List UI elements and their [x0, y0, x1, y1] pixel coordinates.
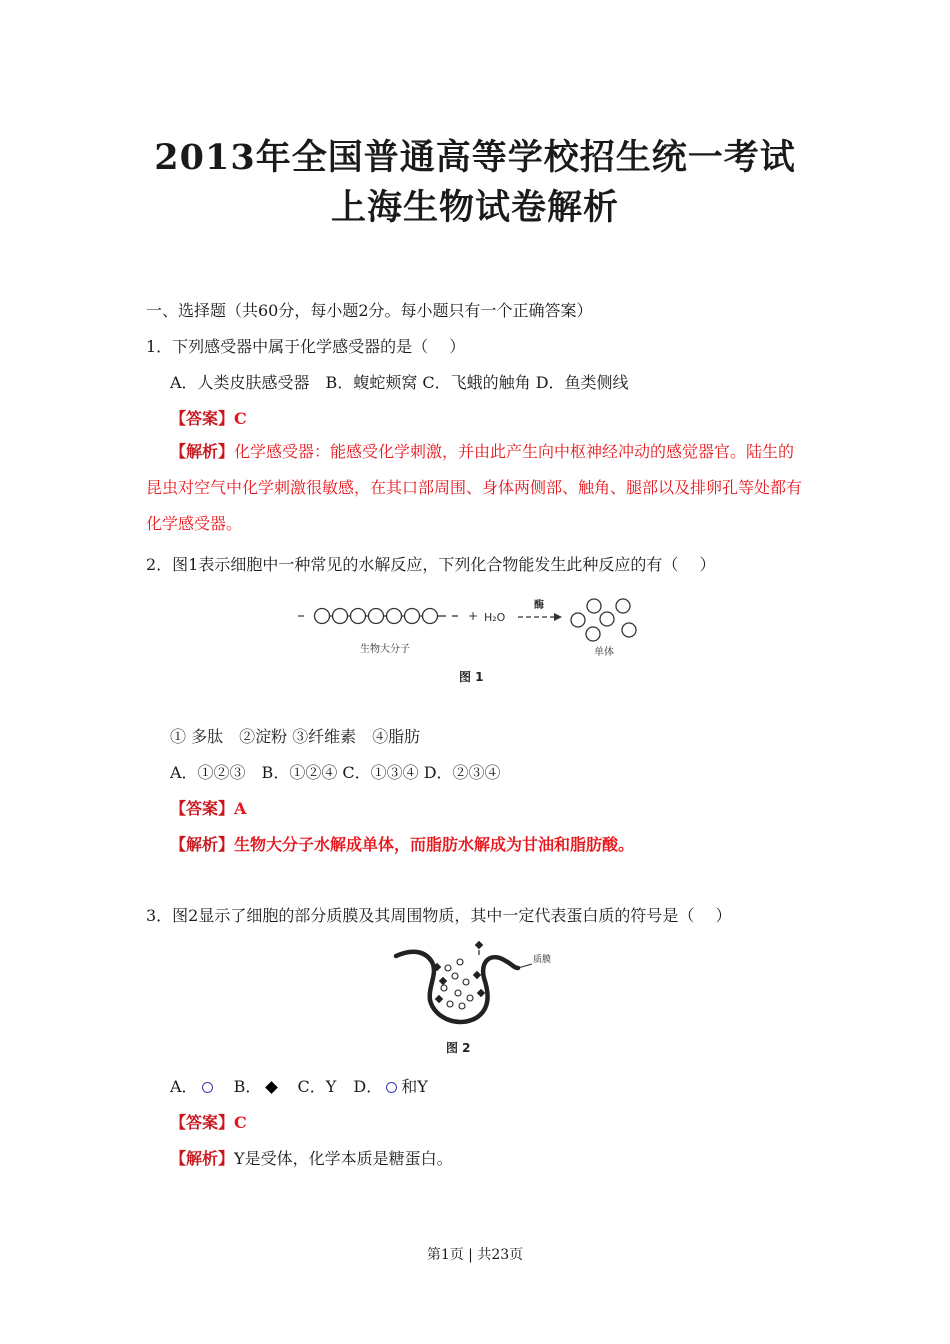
figure-2-caption: 图 2	[446, 1041, 471, 1055]
q3-options	[170, 1074, 428, 1097]
q2-analysis-text: 生物大分子水解成单体，而脂肪水解成为甘油和脂肪酸。	[234, 835, 635, 854]
black-diamond-symbol-icon	[266, 1081, 279, 1094]
diamond-symbols	[433, 941, 485, 1003]
q2-answer	[170, 796, 246, 819]
answer-tag: 【答案】	[170, 409, 235, 428]
q3-answer-value: C	[234, 1113, 247, 1132]
q3-option-a: A．	[170, 1077, 198, 1096]
q3-answer	[170, 1110, 247, 1133]
q1-answer	[170, 406, 247, 429]
q2-options: A．①②③ B．①②④ C．①③④ D．②③④	[170, 763, 501, 782]
q1-stem: 1．下列感受器中属于化学感受器的是（ ）	[146, 337, 466, 356]
analysis-tag: 【解析】	[170, 835, 235, 854]
q3-option-c: C．Y	[297, 1077, 337, 1096]
monomers	[571, 599, 636, 641]
water-label: H₂O	[484, 611, 506, 624]
answer-tag: 【答案】	[170, 799, 235, 818]
figure-2-membrane	[392, 938, 562, 1060]
q2-analysis	[170, 832, 634, 855]
q1-options: A．人类皮肤感受器 B．蝮蛇颊窝 C．飞蛾的触角 D．鱼类侧线	[170, 373, 629, 392]
q3-analysis-text: Y是受体，化学本质是糖蛋白。	[234, 1149, 453, 1168]
q1-analysis-text: 化学感受器：能感受化学刺激，并由此产生向中枢神经冲动的感觉器官。陆生的昆虫对空气中化学刺激很敏感，在其口部周围、身体两侧部、触角、腿部以及排卵孔等处都有化学感受器。	[146, 442, 803, 533]
q2-answer-value: A	[234, 799, 247, 818]
q3-option-d: D．	[353, 1077, 383, 1096]
title-line-1: 2013年全国普通高等学校招生统一考试	[154, 137, 796, 178]
q2-items: ① 多肽 ②淀粉 ③纤维素 ④脂肪	[170, 727, 421, 746]
section-header: 一、选择题（共60分，每小题2分。每小题只有一个正确答案）	[146, 301, 593, 320]
q1-analysis	[146, 434, 810, 542]
title-line-2: 上海生物试卷解析	[330, 187, 619, 228]
figure-1-caption: 图 1	[459, 670, 484, 684]
q2-stem: 2．图1表示细胞中一种常见的水解反应，下列化合物能发生此种反应的有（ ）	[146, 555, 716, 574]
answer-tag: 【答案】	[170, 1113, 235, 1132]
blue-circle-symbol-icon	[386, 1082, 397, 1093]
q3-stem: 3．图2显示了细胞的部分质膜及其周围物质，其中一定代表蛋白质的符号是（ ）	[146, 906, 732, 925]
figure-1-hydrolysis	[296, 592, 646, 692]
q1-answer-value: C	[234, 409, 247, 428]
blue-circle-symbol-icon	[202, 1082, 213, 1093]
q3-analysis	[170, 1146, 453, 1169]
q3-option-d-suffix: 和Y	[401, 1077, 428, 1096]
plus-sign: +	[468, 609, 479, 623]
page-footer: 第1页 | 共23页	[426, 1247, 524, 1263]
monomer-label: 单体	[594, 647, 614, 658]
analysis-tag: 【解析】	[170, 442, 235, 461]
membrane-label: 质膜	[533, 955, 552, 965]
macromolecule-chain	[315, 609, 459, 624]
q3-option-b: B．	[233, 1077, 262, 1096]
circle-symbols	[441, 959, 473, 1009]
analysis-tag: 【解析】	[170, 1149, 235, 1168]
macromolecule-label: 生物大分子	[360, 644, 410, 655]
enzyme-label: 酶	[534, 600, 544, 611]
